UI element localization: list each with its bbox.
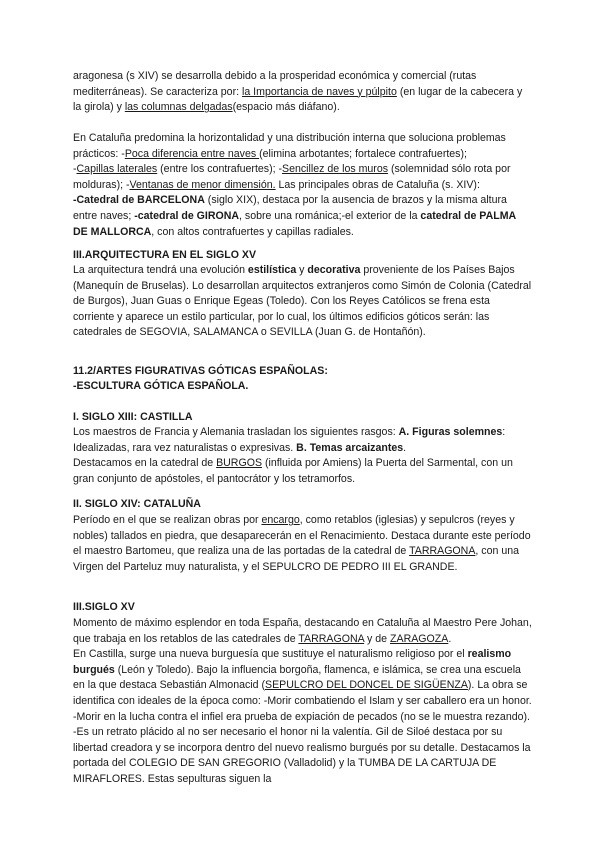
underlined-term: Capillas laterales: [76, 163, 158, 176]
paragraph-siglo-xiv: [73, 513, 533, 575]
text-run: La arquitectura tendrá una evolución: [73, 264, 248, 276]
text-run: proveniente de los Países Bajos (Manequín de Bruselas). Lo desarrollan arquitectos extranjeros como Simón de Colonia (Catedral de Burgos), Juan Guas o Enrique Egeas (Toledo). Con los Reyes Católicos se frena esta corriente y aparece un estilo particular, por lo cual, los últimos edificios góticos serán: las catedrales de SEGOVIA, SALAMANCA o SEVILLA (Juan G. de Hontañón).: [73, 264, 532, 339]
text-run: Destacamos en la catedral de: [73, 457, 217, 470]
text-run: Los maestros de Francia y Alemania trasladan los siguientes rasgos:: [73, 426, 399, 438]
underlined-term: SEPULCRO DEL DONCEL DE SIGÜENZA: [265, 679, 468, 692]
underlined-term: TARRAGONA: [298, 632, 365, 645]
underlined-term: encargo: [261, 514, 300, 526]
text-run: En Cataluña predomina la horizontalidad y una distribución interna que soluciona problemas prácticos: -: [73, 132, 506, 160]
paragraph-siglo-xv: [73, 616, 533, 788]
text-run: -: [73, 163, 77, 176]
paragraph-arquitectura-xv: [73, 263, 533, 341]
bold-term: A. Figuras solemnes: [398, 426, 503, 438]
text-run: , con una Virgen del Parteluz muy naturalista, y el SEPULCRO DE PEDRO III EL GRANDE.: [73, 545, 519, 573]
text-run: aragonesa (s XIV) se desarrolla debido a la prosperidad económica y comercial (rutas mediterráneas). Se caracteriza por:: [73, 70, 477, 98]
text-run: (espacio más diáfano).: [232, 101, 340, 114]
text-run: , como retablos (iglesias) y sepulcros (reyes y nobles) tallados en piedra, que desaparecerán en el Renacimiento. Destaca durante este período el maestro Bartomeu, que realiza una de las portadas de la catedral de: [73, 514, 531, 558]
text-run: ). La obra se identifica con ideales de la época como: -Morir combatiendo el Islam y ser caballero era un honor. -Morir en la lucha contra el infiel era prueba de expiación de pecados (no se le muestra rezando). -Es un retrato plácido al no ser necesario el honor ni la valentía. Gil de Siloé destaca por su libertad creadora y se incorpora dentro del nuevo realismo burgués por su detalle. Destacamos la portada del COLEGIO DE SAN GREGORIO (Valladolid) y la TUMBA DE LA CARTUJA DE MIRAFLORES. Estas sepulturas siguen la: [73, 679, 532, 785]
heading-artes-figurativas: 11.2/ARTES FIGURATIVAS GÓTICAS ESPAÑOLAS:: [73, 365, 328, 377]
text-run: (influida por Amiens) la Puerta del Sarmental, con un gran conjunto de apóstoles, el pantocrátor y los tetramorfos.: [73, 457, 513, 485]
paragraph-siglo-xiii: [73, 425, 533, 487]
bold-term: catedral de PALMA DE MALLORCA: [73, 209, 516, 238]
bold-term: estilística: [247, 264, 297, 276]
bold-term: realismo burgués: [73, 648, 512, 676]
underlined-term: TARRAGONA: [409, 545, 476, 558]
heading-escultura: -ESCULTURA GÓTICA ESPAÑOLA.: [73, 380, 249, 392]
text-run: : Idealizadas, rara vez naturalistas o expresivas.: [73, 426, 506, 454]
text-run: .: [448, 632, 452, 645]
heading-siglo-xiii: I. SIGLO XIII: CASTILLA: [73, 411, 193, 423]
underlined-term: las columnas delgadas: [124, 101, 233, 114]
underlined-term: Sencillez de los muros: [282, 163, 389, 176]
text-run: (solemnidad sólo rota por molduras); -: [73, 163, 511, 191]
heading-arquitectura-xv: III.ARQUITECTURA EN EL SIGLO XV: [73, 249, 257, 261]
text-run: .: [403, 441, 407, 454]
underlined-term: Ventanas de menor dimensión.: [129, 178, 276, 191]
underlined-term: la Importancia de naves y púlpito: [241, 85, 397, 98]
text-run: , sobre una románica;-el exterior de la: [239, 209, 421, 222]
underlined-term: BURGOS: [216, 457, 263, 470]
heading-siglo-xiv: II. SIGLO XIV: CATALUÑA: [73, 498, 201, 510]
paragraph-gothic-aragonese: [73, 69, 533, 116]
text-run: , con altos contrafuertes y capillas radiales.: [151, 225, 354, 238]
bold-term: decorativa: [307, 264, 361, 276]
text-run: y de: [364, 632, 391, 645]
underlined-term: ZARAGOZA: [390, 632, 449, 645]
text-run: Momento de máximo esplendor en toda España, destacando en Cataluña al Maestro Pere Johan, que trabaja en los retablos de las catedrales de: [73, 617, 532, 645]
bold-term: B. Temas arcaizantes: [296, 441, 404, 454]
heading-siglo-xv: III.SIGLO XV: [73, 601, 135, 613]
underlined-term: Poca diferencia entre naves: [124, 147, 260, 160]
text-run: (elimina arbotantes; fortalece contrafuertes);: [259, 147, 467, 160]
paragraph-cataluna: [73, 131, 533, 240]
text-run: (León y Toledo). Bajo la influencia borgoña, flamenca, e islámica, se crea una escuela en la que destaca Sebastián Almonacid (: [73, 663, 521, 692]
text-run: (siglo XIX), destaca por la ausencia de brazos y la misma altura entre naves;: [73, 194, 507, 222]
text-run: (en lugar de la cabecera y la girola) y: [73, 85, 523, 114]
text-run: Las principales obras de Cataluña (s. XIV):: [275, 178, 480, 191]
text-run: y: [296, 264, 308, 276]
text-run: (entre los contrafuertes); -: [157, 163, 283, 176]
text-run: En Castilla, surge una nueva burguesía que sustituye el naturalismo religioso por el: [73, 648, 468, 661]
text-run: Período en el que se realizan obras por: [73, 514, 262, 526]
bold-term: -Catedral de BARCELONA: [73, 194, 205, 207]
bold-term: -catedral de GIRONA: [134, 209, 240, 222]
